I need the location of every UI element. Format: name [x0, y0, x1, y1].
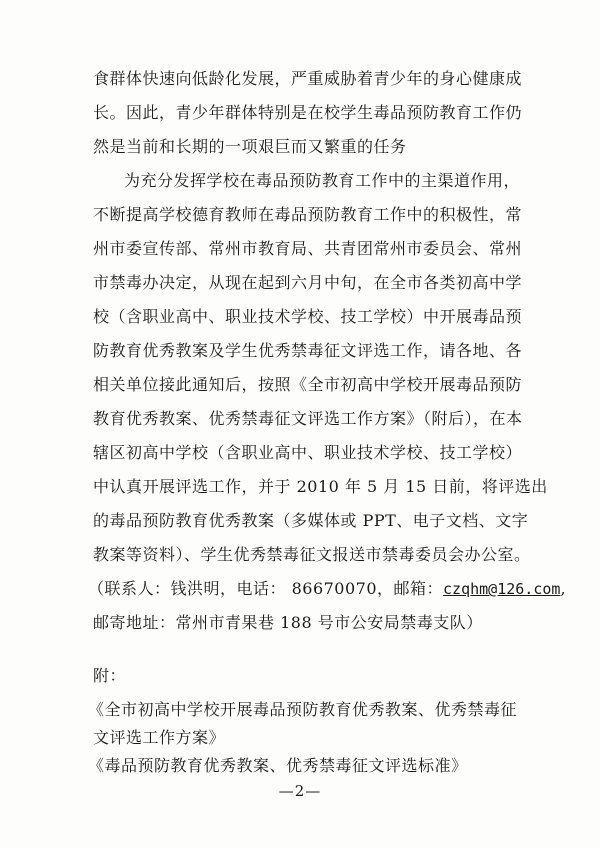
body-line-7: 市禁毒办决定，从现在起到六月中旬，在全市各类初高中学: [93, 273, 523, 292]
attachment-1-line-2: 文评选工作方案》: [93, 728, 226, 747]
body-line-3: 然是当前和长期的一项艰巨而又繁重的任务: [93, 137, 407, 156]
contact-prefix: （联系人：钱洪明，电话： 86670070，邮箱：: [88, 579, 444, 598]
body-line-12: 辖区初高中学校（含职业高中、职业技术学校、技工学校）: [93, 443, 523, 462]
body-line-1: 食群体快速向低龄化发展，严重威胁着青少年的身心健康成: [93, 69, 523, 88]
contact-suffix: ,: [560, 579, 567, 598]
page-number: —2—: [278, 782, 322, 800]
body-line-14: 的毒品预防教育优秀教案（多媒体或 PPT、电子文档、文字: [93, 511, 529, 530]
body-line-15: 教案等资料）、学生优秀禁毒征文报送市禁毒委员会办公室。: [93, 545, 531, 564]
body-line-13: 中认真开展评选工作，并于 2010 年 5 月 15 日前，将评选出: [93, 477, 548, 496]
attachment-2: 《毒品预防教育优秀教案、优秀禁毒征文评选标准》: [88, 756, 468, 775]
body-line-10: 相关单位接此通知后，按照《全市初高中学校开展毒品预防: [93, 375, 523, 394]
body-line-8: 校（含职业高中、职业技术学校、技工学校）中开展毒品预: [93, 307, 523, 326]
attachments-label: 附：: [93, 666, 127, 685]
body-line-9: 防教育优秀教案及学生优秀禁毒征文评选工作，请各地、各: [93, 341, 523, 360]
address-line: 邮寄地址：常州市青果巷 188 号市公安局禁毒支队）: [93, 613, 483, 632]
body-line-4: 为充分发挥学校在毒品预防教育工作中的主渠道作用，: [124, 171, 521, 190]
contact-line: [88, 579, 566, 599]
body-line-6: 州市委宣传部、常州市教育局、共青团常州市委员会、常州: [93, 239, 523, 258]
body-line-2: 长。因此，青少年群体特别是在校学生毒品预防教育工作仍: [93, 103, 523, 122]
body-line-11: 教育优秀教案、优秀禁毒征文评选工作方案》（附后），在本: [93, 409, 523, 428]
body-line-5: 不断提高学校德育教师在毒品预防教育工作中的积极性，常: [93, 205, 523, 224]
attachment-1-line-1: 《全市初高中学校开展毒品预防教育优秀教案、优秀禁毒征: [88, 700, 518, 719]
contact-email-link[interactable]: czqhm@126.com: [443, 580, 561, 598]
